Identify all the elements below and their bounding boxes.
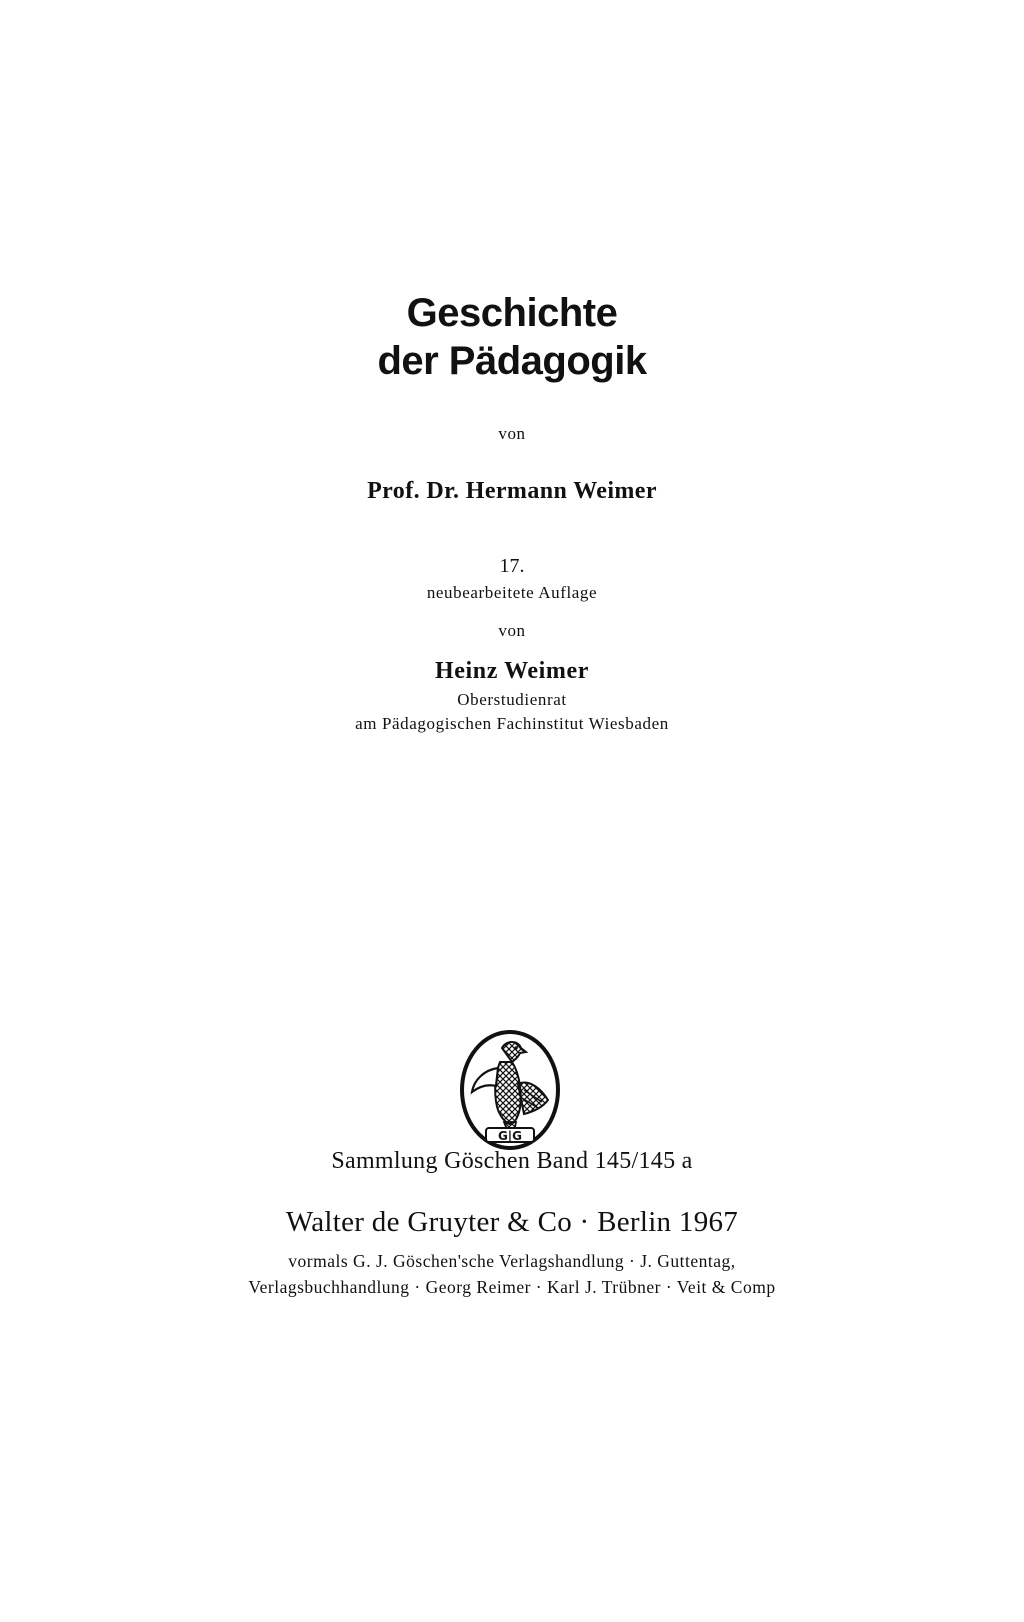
reviser-institution: am Pädagogischen Fachinstitut Wiesbaden	[355, 714, 669, 733]
formerly-line-2: Verlagsbuchhandlung · Georg Reimer · Karl J. Trübner · Veit & Comp	[248, 1277, 776, 1297]
formerly-line-1: vormals G. J. Göschen'sche Verlagshandlung · J. Guttentag,	[288, 1251, 736, 1271]
reviser-position: Oberstudienrat	[457, 690, 567, 709]
eagle-emblem-icon	[458, 1028, 562, 1152]
reviser-name: Heinz Weimer	[434, 658, 590, 684]
book-title-line-2: der Pädagogik	[377, 339, 647, 383]
series-line: Sammlung Göschen Band 145/145 a	[331, 1148, 693, 1174]
logo-monogram: G|G	[497, 1129, 523, 1143]
edition-label: neubearbeitete Auflage	[426, 583, 598, 602]
by-label-2: von	[498, 621, 526, 640]
edition-number: 17.	[499, 555, 525, 577]
author-name: Prof. Dr. Hermann Weimer	[367, 478, 657, 504]
by-label: von	[498, 424, 526, 443]
publisher-line: Walter de Gruyter & Co · Berlin 1967	[285, 1206, 739, 1238]
book-title-line-1: Geschichte	[406, 291, 618, 335]
